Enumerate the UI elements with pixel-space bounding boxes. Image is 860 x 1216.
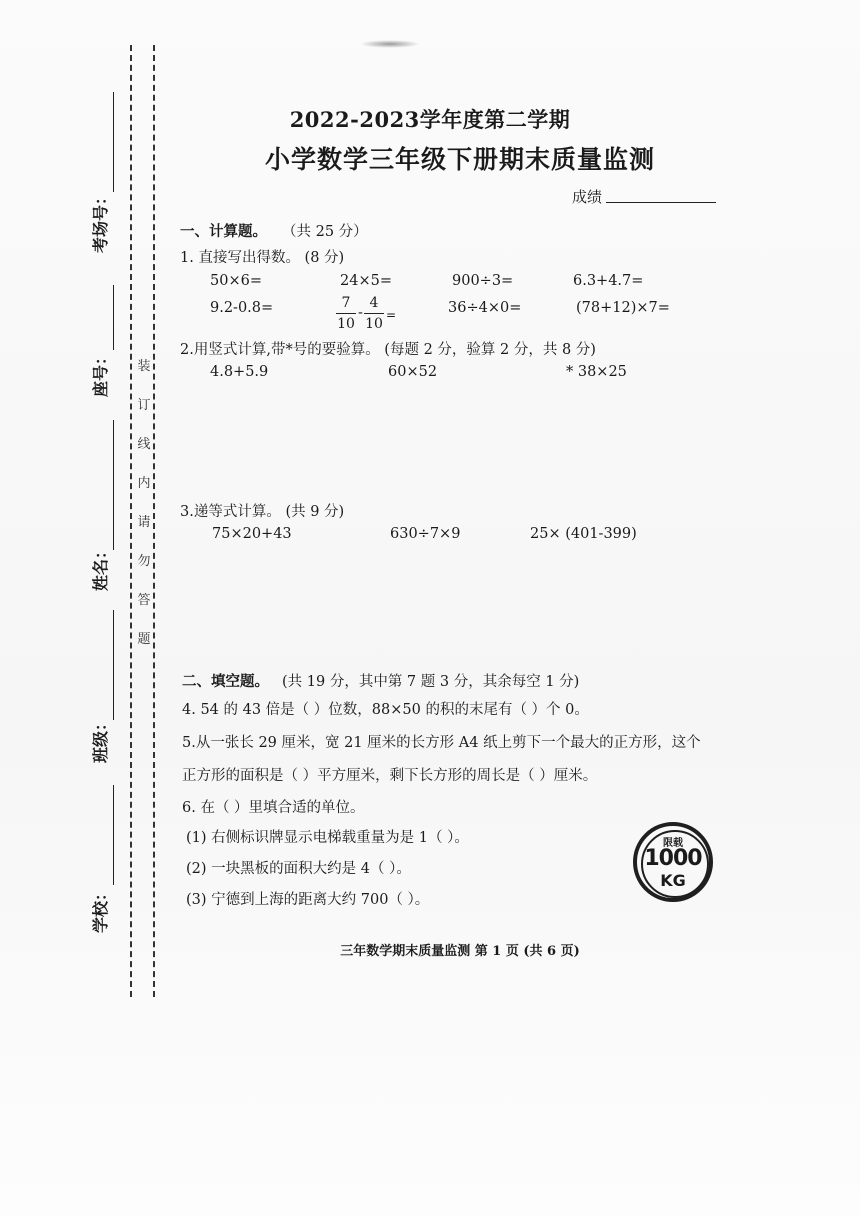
score-label: 成绩 [572,188,603,206]
q6-1-text: (1) 右侧标识牌显示电梯载重量为是 1（ ）。 [186,830,469,846]
q2-item: 60×52 [388,364,438,380]
exam-term-title: 2022-2023学年度第二学期 [289,107,571,132]
fraction-a-numerator: 7 [341,295,351,311]
fraction-b-denominator: 10 [365,316,383,332]
binding-char: 请 [137,515,151,530]
load-limit-caption: 限载 [663,838,683,849]
binding-dashed-line-inner [153,45,155,997]
binding-char: 装 [137,359,151,374]
q1-item: 24×5= [340,273,392,289]
q1-label: 1. 直接写出得数。 (8 分) [180,250,345,266]
section2-points: (共 19 分，其中第 7 题 3 分，其余每空 1 分) [282,674,580,690]
fraction-a-denominator: 10 [337,316,355,332]
scan-smudge [360,40,420,48]
binding-char: 线 [137,437,151,452]
q6-2-text: (2) 一块黑板的面积大约是 4（ ）。 [186,861,411,877]
q1-item: 6.3+4.7= [573,273,644,289]
q3-item: 75×20+43 [212,526,292,542]
exam-title: 小学数学三年级下册期末质量监测 [264,145,655,174]
fraction-b-numerator: 4 [369,295,379,311]
q4-text: 4. 54 的 43 倍是（ ）位数，88×50 的积的末尾有（ ）个 0。 [182,702,589,718]
q3-label: 3.递等式计算。 (共 9 分) [180,504,345,520]
q1-item: 50×6= [210,273,262,289]
q1-item: 9.2-0.8= [210,300,274,316]
seat-label: 座号： [91,348,110,397]
fraction-b-bar [364,313,384,314]
binding-dashed-line-outer [130,45,132,997]
binding-char: 答 [137,593,151,608]
q1-item: 900÷3= [452,273,514,289]
q6-3-text: (3) 宁德到上海的距离大约 700（ ）。 [186,892,430,908]
q5-text-line1: 5.从一张长 29 厘米，宽 21 厘米的长方形 A4 纸上剪下一个最大的正方形，这个 [182,735,701,751]
binding-char: 勿 [137,554,151,569]
binding-char: 订 [137,398,151,413]
seat-blank [113,285,114,350]
class-label: 班级： [91,714,110,763]
load-limit-value: 1000 [644,846,702,871]
section1-heading: 一、计算题。 [180,223,267,240]
q3-item: 630÷7×9 [390,526,461,542]
q6-text: 6. 在（ ）里填合适的单位。 [182,800,365,816]
q2-item: * 38×25 [566,364,627,380]
binding-warning-column [136,360,152,672]
q5-text-line2: 正方形的面积是（ ）平方厘米，剩下长方形的周长是（ ）厘米。 [182,768,598,784]
school-label: 学校： [91,884,110,933]
section2-heading: 二、填空题。 [182,673,269,690]
q1-item: (78+12)×7= [576,300,670,316]
q2-label: 2.用竖式计算,带*号的要验算。 (每题 2 分，验算 2 分，共 8 分) [180,342,596,358]
fraction-a-bar [336,313,356,314]
page-footer: 三年数学期末质量监测 第 1 页 (共 6 页) [340,944,580,959]
fraction-operator: - [358,305,363,321]
fraction-equals: = [386,308,397,322]
exam-room-label: 考场号： [91,188,110,253]
binding-char: 题 [137,632,151,647]
load-limit-unit: KG [660,871,686,890]
name-label: 姓名： [91,542,110,591]
name-blank [113,420,114,550]
q2-item: 4.8+5.9 [210,364,269,380]
class-blank [113,610,114,720]
score-blank [606,202,716,203]
binding-char: 内 [137,476,151,491]
q3-item: 25× (401-399) [530,526,637,542]
section1-points: （共 25 分） [282,224,368,240]
load-limit-sign [633,822,713,902]
q1-item: 36÷4×0= [448,300,522,316]
school-blank [113,785,114,885]
